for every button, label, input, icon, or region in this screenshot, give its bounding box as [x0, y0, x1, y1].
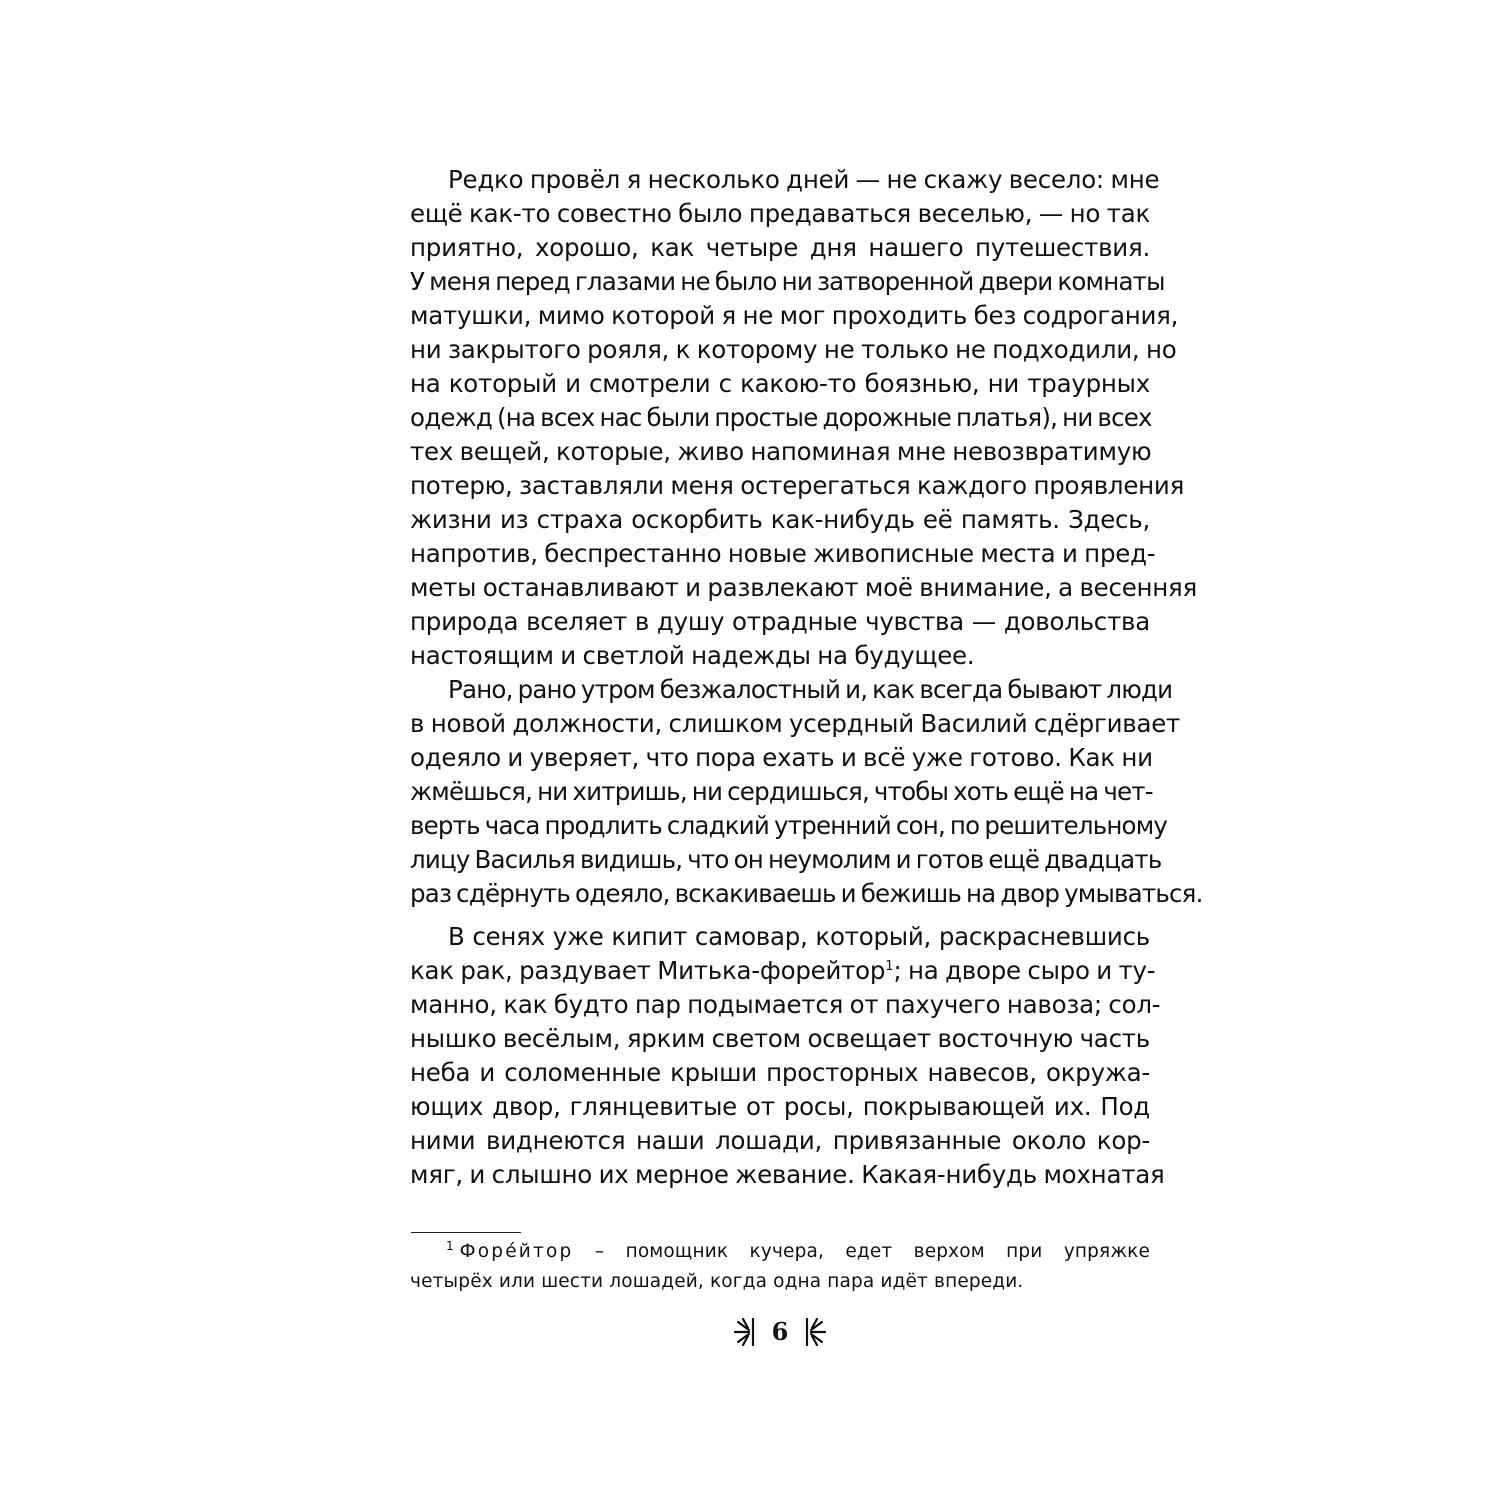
text-line: [410, 954, 1156, 988]
sunburst-ornament-icon: [732, 1317, 756, 1347]
text-line: ними виднеются наши лошади, привязанные около кор-: [410, 1126, 1150, 1155]
text-line: В сенях уже кипит самовар, который, раскрасневшись: [448, 922, 1150, 951]
sunburst-ornament-icon: [804, 1317, 828, 1347]
text-line: природа вселяет в душу отрадные чувства — довольства: [410, 607, 1150, 636]
footnote-line: четырёх или шести лошадей, когда одна пара идёт впереди.: [410, 1271, 1024, 1292]
text-line: жмёшься, ни хитришь, ни сердишься, чтобы хоть ещё на чет-: [410, 777, 1153, 806]
footnote-line: [446, 1238, 1150, 1266]
text-line: тех вещей, которые, живо напоминая мне невозвратимую: [410, 437, 1152, 466]
text-line: верть часа продлить сладкий утренний сон, по решительному: [410, 811, 1168, 840]
text-segment: ; на дворе сыро и ту-: [893, 956, 1156, 985]
text-line: мяг, и слышно их мерное жевание. Какая-нибудь мохнатая: [410, 1160, 1165, 1189]
footnote-rule: [411, 1232, 521, 1233]
text-line: Редко провёл я несколько дней — не скажу весело: мне: [448, 165, 1160, 194]
text-line: в новой должности, слишком усердный Василий сдёргивает: [410, 709, 1181, 738]
text-line: напротив, беспрестанно новые живописные места и пред-: [410, 539, 1156, 568]
text-line: на который и смотрели с какою-то боязнью, ни траурных: [410, 369, 1150, 398]
text-line: Рано, рано утром безжалостный и, как всегда бывают люди: [448, 675, 1173, 704]
text-line: приятно, хорошо, как четыре дня нашего путешествия.: [410, 233, 1150, 262]
text-line: настоящим и светлой надежды на будущее.: [410, 641, 975, 670]
text-line: нышко весёлым, ярким светом освещает восточную часть: [410, 1024, 1150, 1053]
footnote-number: 1: [446, 1239, 454, 1253]
text-line: У меня перед глазами не было ни затворенной двери комнаты: [410, 267, 1165, 296]
footnote-reference[interactable]: 1: [885, 959, 894, 974]
text-line: неба и соломенные крыши просторных навесов, окружа-: [410, 1058, 1150, 1087]
text-line: ющих двор, глянцевитые от росы, покрывающей их. Под: [410, 1092, 1150, 1121]
text-line: ещё как-то совестно было предаваться веселью, — но так: [410, 199, 1150, 228]
text-segment: как рак, раздувает Митька-форейтор: [410, 956, 886, 985]
text-line: потерю, заставляли меня остерегаться каждого проявления: [410, 471, 1185, 500]
text-line: ни закрытого рояля, к которому не только не подходили, но: [410, 335, 1177, 364]
text-line: манно, как будто пар подымается от пахучего навоза; сол-: [410, 990, 1161, 1019]
page-number: 6: [771, 1317, 789, 1346]
text-line: одежд (на всех нас были простые дорожные платья), ни всех: [410, 403, 1152, 432]
text-line: лицу Василья видишь, что он неумолим и готов ещё двадцать: [410, 845, 1162, 874]
text-line: матушки, мимо которой я не мог проходить без содрогания,: [410, 301, 1179, 330]
text-line: меты останавливают и развлекают моё внимание, а весенняя: [410, 573, 1198, 602]
footnote-text: – помощник кучера, едет верхом при упряжке: [594, 1241, 1151, 1262]
text-line: жизни из страха оскорбить как-нибудь её память. Здесь,: [410, 505, 1150, 534]
text-line: одеяло и уверяет, что пора ехать и всё уже готово. Как ни: [410, 743, 1153, 772]
page-folio: [700, 1313, 840, 1353]
footnote-term: Форе́йтор: [459, 1241, 574, 1262]
text-line: раз сдёрнуть одеяло, вскакиваешь и бежишь на двор умываться.: [410, 879, 1203, 908]
